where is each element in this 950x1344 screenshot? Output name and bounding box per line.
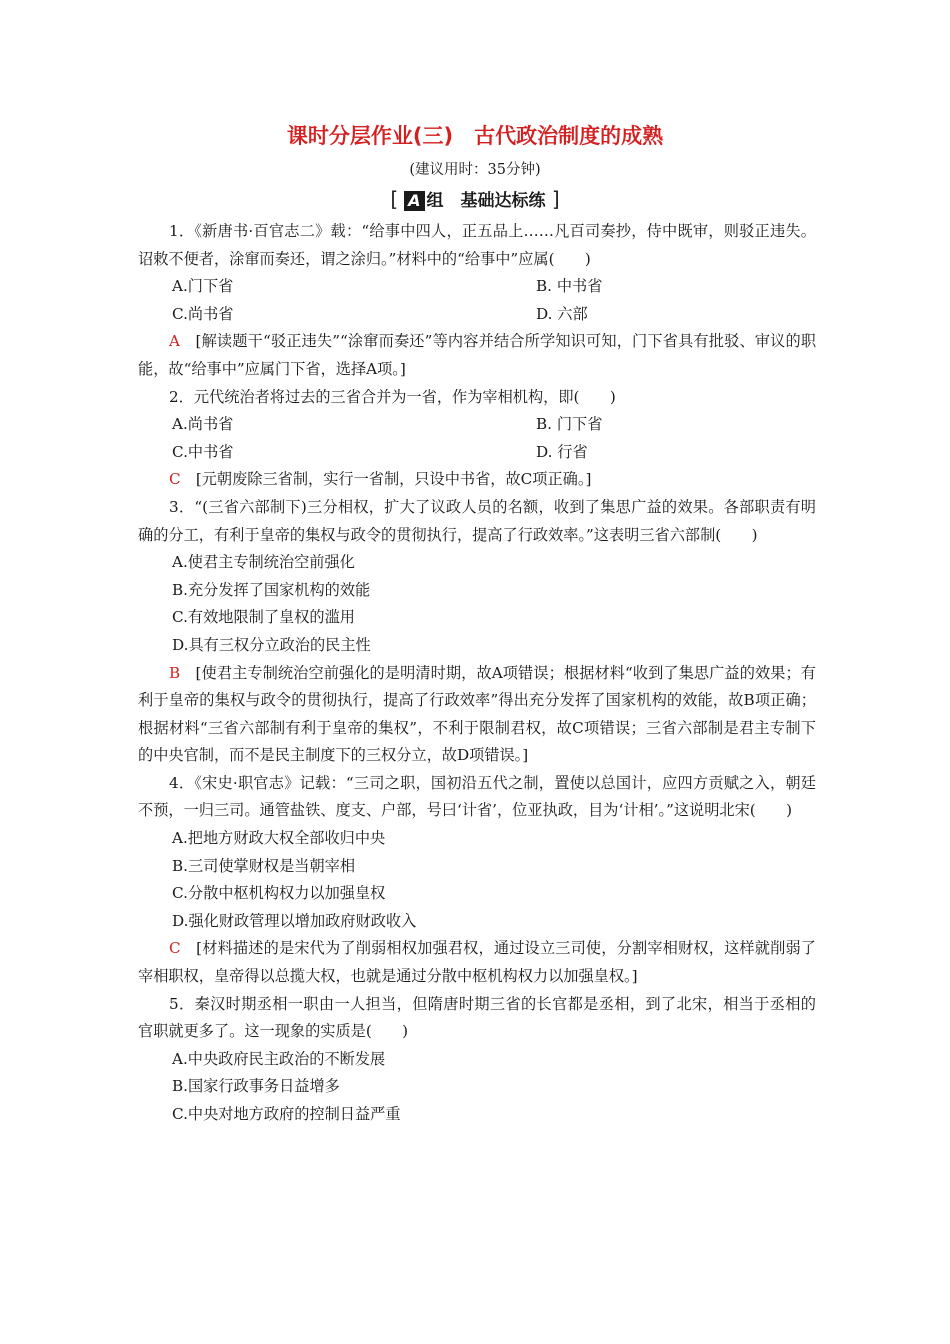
question-1-explanation-text: [解读题干“驳正违失”“涂窜而奏还”等内容并结合所学知识可知，门下省具有批驳、审议的职能，故“给事中”应属门下省，选择A项。]: [138, 332, 817, 378]
question-2-option-c: C.中书省: [172, 442, 234, 461]
question-2-options-row-1: [138, 411, 816, 439]
question-4-option-a: A.把地方财政大权全部收归中央: [172, 829, 386, 848]
right-bracket: ]: [545, 187, 560, 211]
question-3-explanation-text: [使君主专制统治空前强化的是明清时期，故A项错误；根据材料“收到了集思广益的效果；有利于皇帝的集权与政令的贯彻执行，提高了行政效率”得出充分发挥了国家机构的效能，故B项正确；根据材料“三省六部制有利于皇帝的集权”，不利于限制君权，故C项错误；三省六部制是君主专制下的中央官制，而不是民主制度下的三权分立，故D项错误。]: [138, 663, 816, 765]
question-1-option-c: C.尚书省: [172, 304, 234, 323]
group-label: 组 基础达标练: [426, 191, 546, 211]
question-3-option-c: C.有效地限制了皇权的滥用: [172, 608, 355, 627]
question-5-option-c: C.中央对地方政府的控制日益严重: [172, 1105, 401, 1123]
question-2-answer: C: [169, 470, 181, 489]
question-3-option-b: B.充分发挥了国家机构的效能: [172, 580, 371, 599]
page-title: 课时分层作业(三) 古代政治制度的成熟: [286, 124, 664, 148]
question-5-option-a: A.中央政府民主政治的不断发展: [172, 1049, 386, 1068]
question-2-option-b: B. 门下省: [536, 415, 603, 434]
question-4-option-d: D.强化财政管理以增加政府财政收入: [172, 911, 417, 930]
question-2-option-a: A.尚书省: [172, 415, 234, 434]
question-1-option-d: D. 六部: [536, 304, 588, 323]
question-1-option-a: A.门下省: [172, 277, 234, 296]
left-bracket: [: [390, 187, 399, 211]
section-header: [0, 186, 950, 211]
question-4-stem: 4．《宋史·职官志》记载：“三司之职，国初沿五代之制，置使以总国计，应四方贡赋之入，朝廷不预，一归三司。通管盐铁、度支、户部，号曰‘计省’，位亚执政，目为‘计相’。”这说明北宋( ): [138, 773, 816, 820]
question-list: [138, 218, 816, 1129]
question-4-explanation: [138, 935, 816, 990]
question-2-options-row-2: [138, 439, 816, 467]
suggested-time: (建议用时：35分钟): [409, 162, 541, 178]
question-2-option-d: D. 行省: [536, 442, 588, 461]
question-4-answer: C: [169, 939, 181, 958]
question-3-option-a: A.使君主专制统治空前强化: [172, 553, 355, 572]
group-letter-badge: A: [404, 191, 424, 211]
question-1-options-row-1: [138, 273, 816, 301]
question-2-explanation-text: [元朝废除三省制，实行一省制，只设中书省，故C项正确。]: [195, 470, 592, 489]
question-3-answer: B: [169, 663, 181, 682]
question-1-stem: 1．《新唐书·百官志二》载：“给事中四人，正五品上……凡百司奏抄，侍中既审，则驳正违失。诏敕不便者，涂窜而奏还，谓之涂归。”材料中的“给事中”应属( ): [138, 222, 816, 268]
question-2-stem: 2．元代统治者将过去的三省合并为一省，作为宰相机构，即( ): [169, 387, 616, 406]
question-4-option-b: B.三司使掌财权是当朝宰相: [172, 856, 356, 875]
question-5-option-b: B.国家行政事务日益增多: [172, 1077, 340, 1096]
question-3-explanation: [138, 660, 816, 770]
question-1-answer: A: [169, 332, 180, 351]
question-5-stem: 5．秦汉时期丞相一职由一人担当，但隋唐时期三省的长官都是丞相，到了北宋，相当于丞相的官职就更多了。这一现象的实质是( ): [138, 994, 816, 1041]
question-3-option-d: D.具有三权分立政治的民主性: [172, 635, 371, 654]
question-2-explanation: [138, 466, 816, 494]
question-1-options-row-2: [138, 301, 816, 329]
question-1-option-b: B. 中书省: [536, 277, 603, 296]
question-3-stem: 3．“(三省六部制下)三分相权，扩大了议政人员的名额，收到了集思广益的效果。各部职责有明确的分工，有利于皇帝的集权与政令的贯彻执行，提高了行政效率。”这表明三省六部制( ): [138, 497, 816, 544]
question-4-option-c: C.分散中枢机构权力以加强皇权: [172, 884, 386, 903]
question-1-explanation: [138, 328, 816, 383]
question-4-explanation-text: [材料描述的是宋代为了削弱相权加强君权，通过设立三司使，分割宰相财权，这样就削弱了宰相职权，皇帝得以总揽大权，也就是通过分散中枢机构权力以加强皇权。]: [138, 939, 816, 986]
